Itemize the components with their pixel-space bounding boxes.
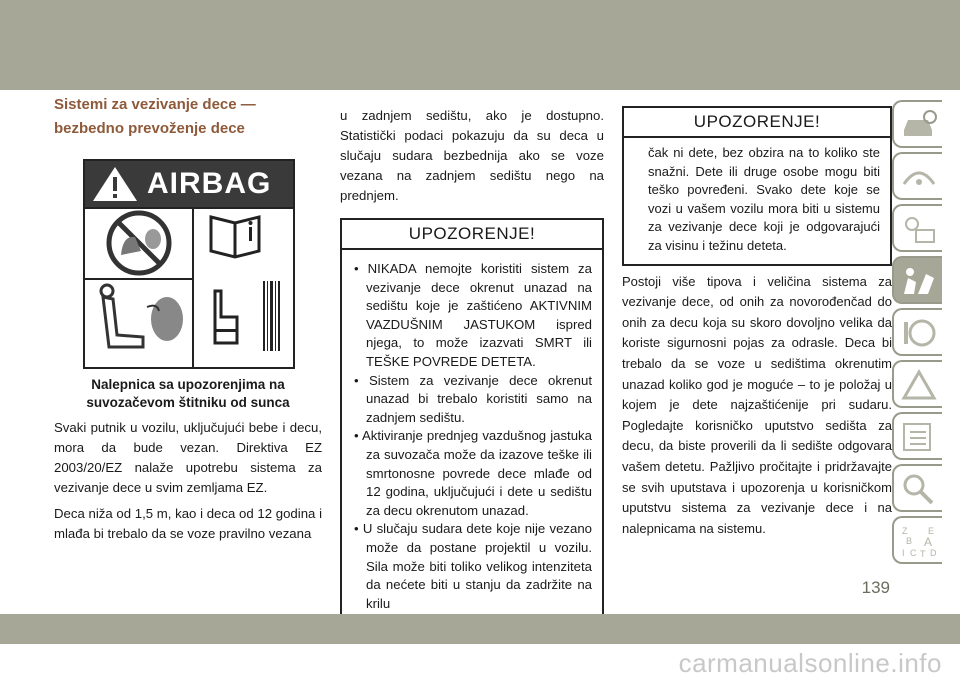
tab-dashboard[interactable] <box>892 152 942 200</box>
section-heading <box>54 93 322 141</box>
paragraph-2: Deca niža od 1,5 m, kao i deca od 12 godina i mlađa bi trebalo da se voze pravilno vezana <box>54 506 322 541</box>
warning-box-1 <box>340 218 604 625</box>
warning-item: • Aktiviranje prednjeg vazdušnog jastuka za suvozača može da izazove teške ili smrtonosne povrede dece mlađe od 12 godina, uključujući i dete u sedištu za decu okrenutom unazad. <box>354 427 592 520</box>
header-band <box>0 0 960 90</box>
warning-title: UPOZORENJE! <box>342 220 602 250</box>
index-letter-c: C <box>910 548 917 558</box>
airbag-label-pictograms <box>85 207 293 367</box>
index-letter-d: D <box>930 548 937 558</box>
figure-caption <box>54 376 322 412</box>
airbag-label-text: AIRBAG <box>147 167 272 200</box>
no-rear-facing-seat-icon <box>109 213 169 273</box>
airbag-banner <box>85 161 293 209</box>
barcode <box>263 281 280 351</box>
warning-triangle-icon <box>85 161 145 207</box>
page-number: 139 <box>861 578 890 597</box>
steering-icon <box>900 316 938 350</box>
search-icon <box>900 472 938 506</box>
tab-warning-lights[interactable] <box>892 204 942 252</box>
heading-line-1: Sistemi za vezivanje dece — <box>54 96 256 113</box>
index-letter-b: B <box>906 536 913 546</box>
column-right <box>622 106 892 539</box>
index-letter-t: T <box>920 549 926 558</box>
warning-list <box>342 250 602 623</box>
child-seat-icon <box>900 264 938 298</box>
tab-maintenance[interactable] <box>892 412 942 460</box>
dashboard-icon <box>900 160 938 194</box>
index-letter-e: E <box>928 526 935 536</box>
footer-band <box>0 614 960 644</box>
tab-index[interactable] <box>892 516 942 564</box>
warning-item: • NIKADA nemojte koristiti sistem za vezivanje dece okrenut unazad na sedištu koje je zaštićeno AKTIVNIM VAZDUŠNIM JASTUKOM ispred njega, to može izazvati SMRT ili TEŠKE POVREDE DETETA. <box>354 260 592 372</box>
paragraph-1: Svaki putnik u vozilu, uključujući bebe i decu, mora da bude vezan. Direktiva EZ 2003/20/EZ nalaže upotrebu sistema za vezivanje dece u svim zemljama EZ. <box>54 420 322 495</box>
index-letter-z: Z <box>902 526 908 536</box>
hand-one-finger-icon <box>215 291 237 343</box>
caption-line-1: Nalepnica sa upozorenjima na <box>91 377 285 392</box>
paragraph-continued: u zadnjem sedištu, ako je dostupno. Statistički podaci pokazuju da su deca u slučaju sudara bezbednija ako se voze vezana na zadnjem sedištu nego na prednjem. <box>340 108 604 203</box>
tab-starting-driving[interactable] <box>892 308 942 356</box>
car-info-icon <box>900 108 938 142</box>
warning-item: • Sistem za vezivanje dece okrenut unazad bi trebalo koristiti samo na zadnjem sedištu. <box>354 372 592 428</box>
manual-book-icon <box>211 217 259 257</box>
heading-line-2: bezbedno prevoženje dece <box>54 120 245 137</box>
warning-title-2: UPOZORENJE! <box>624 108 890 138</box>
index-letter-a: A <box>924 535 933 549</box>
checklist-icon <box>900 420 938 454</box>
paragraph-3: Postoji više tipova i veličina sistema za vezivanje dece, od onih za novorođenčad do onih za decu koja su skoro dovoljno velika da koriste sigurnosni pojas za odrasle. Deca bi trebalo da se voze u sedištima okrenutim unazad koliko god je moguće – to je položaj u kojem je dete najzaštićenije pri sudaru. Pogledajte korisničko uputstvo sedišta za decu, da biste proverili da li sedište odgovara vašem detetu. Pažljivo pročitajte i pridržavajte se svih uputstava i upozorenja u korisničkom uputstvu sistema za vezivanje dece i na nalepnicama na sistemu. <box>622 273 892 536</box>
index-letter-i: I <box>902 548 905 558</box>
warning-item: • U slučaju sudara dete koje nije vezano može da postane projektil u vozilu. Sila može biti toliko velikog intenziteta da nećete biti u stanju da zadržite na krilu <box>354 520 592 613</box>
chapter-tabs <box>892 100 944 568</box>
airbag-warning-label-figure <box>83 159 295 369</box>
column-left <box>54 93 322 544</box>
warning-text-2: čak ni dete, bez obzira na to koliko ste snažni. Dete ili druge osobe mogu biti teško povređeni. Svako dete koje se vozi u vašem vozilu mora biti u sistemu za vezivanje dece koji je odgovarajući za visinu i težinu deteta. <box>648 145 880 253</box>
hazard-icon <box>900 368 938 402</box>
tab-search[interactable] <box>892 464 942 512</box>
index-icon <box>900 524 938 558</box>
column-middle <box>340 106 604 625</box>
caption-line-2: suvozačevom štitniku od sunca <box>86 395 290 410</box>
tab-vehicle-info[interactable] <box>892 100 942 148</box>
warning-light-icon <box>900 212 938 246</box>
warning-box-2 <box>622 106 892 266</box>
seat-airbag-icon <box>101 285 183 347</box>
tab-emergency[interactable] <box>892 360 942 408</box>
tab-safety[interactable] <box>892 256 942 304</box>
watermark: carmanualsonline.info <box>678 648 942 678</box>
